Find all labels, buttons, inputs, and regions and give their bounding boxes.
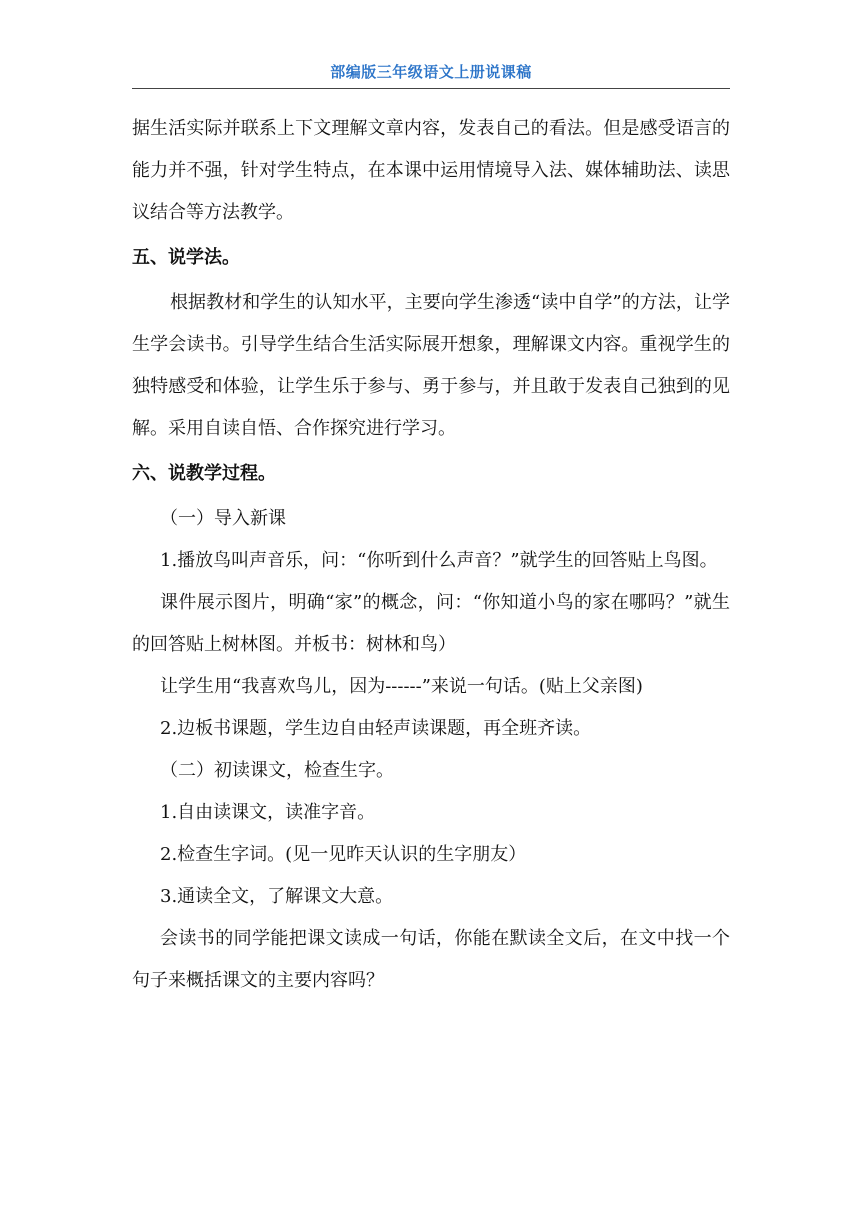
paragraph-sentence-practice: 让学生用“我喜欢鸟儿，因为------”来说一句话。(贴上父亲图) [160,676,643,697]
paragraph-reading-step-3: 3.通读全文，了解课文大意。 [160,886,394,907]
paragraph-learning-methods: 根据教材和学生的认知水平，主要向学生渗透“读中自学”的方法，让学生学会读书。引导学生结合生活实际展开想象，理解课文内容。重视学生的独特感受和体验，让学生乐于参与、勇于参与，并且敢于发表自己独到的见解。采用自读自悟、合作探究进行学习。 [132,292,730,439]
paragraph-courseware: 课件展示图片，明确“家”的概念，问：“你知道小鸟的家在哪吗？”就生的回答贴上树林图。并板书：树林和鸟） [132,592,730,655]
document-body [132,108,730,1002]
section-heading-teaching-process: 六、说教学过程。 [132,463,276,484]
paragraph-reading-step-1: 1.自由读课文，读准字音。 [160,802,376,823]
header-title: 部编版三年级语文上册说课稿 [330,63,532,81]
paragraph-reading-step-2: 2.检查生字词。(见一见昨天认识的生字朋友） [160,844,527,865]
subheading-introduction: （一）导入新课 [160,508,286,529]
paragraph-step-1: 1.播放鸟叫声音乐，问：“你听到什么声音？”就学生的回答贴上鸟图。 [160,550,718,571]
page-header [132,56,730,89]
paragraph-step-2: 2.边板书课题，学生边自由轻声读课题，再全班齐读。 [160,718,592,739]
subheading-first-reading: （二）初读课文，检查生字。 [160,760,394,781]
paragraph-teaching-methods: 据生活实际并联系上下文理解文章内容，发表自己的看法。但是感受语言的能力并不强，针对学生特点，在本课中运用情境导入法、媒体辅助法、读思议结合等方法教学。 [132,118,730,223]
section-heading-learning-methods: 五、说学法。 [132,247,240,268]
paragraph-summary-question: 会读书的同学能把课文读成一句话，你能在默读全文后，在文中找一个句子来概括课文的主要内容吗？ [132,928,730,991]
